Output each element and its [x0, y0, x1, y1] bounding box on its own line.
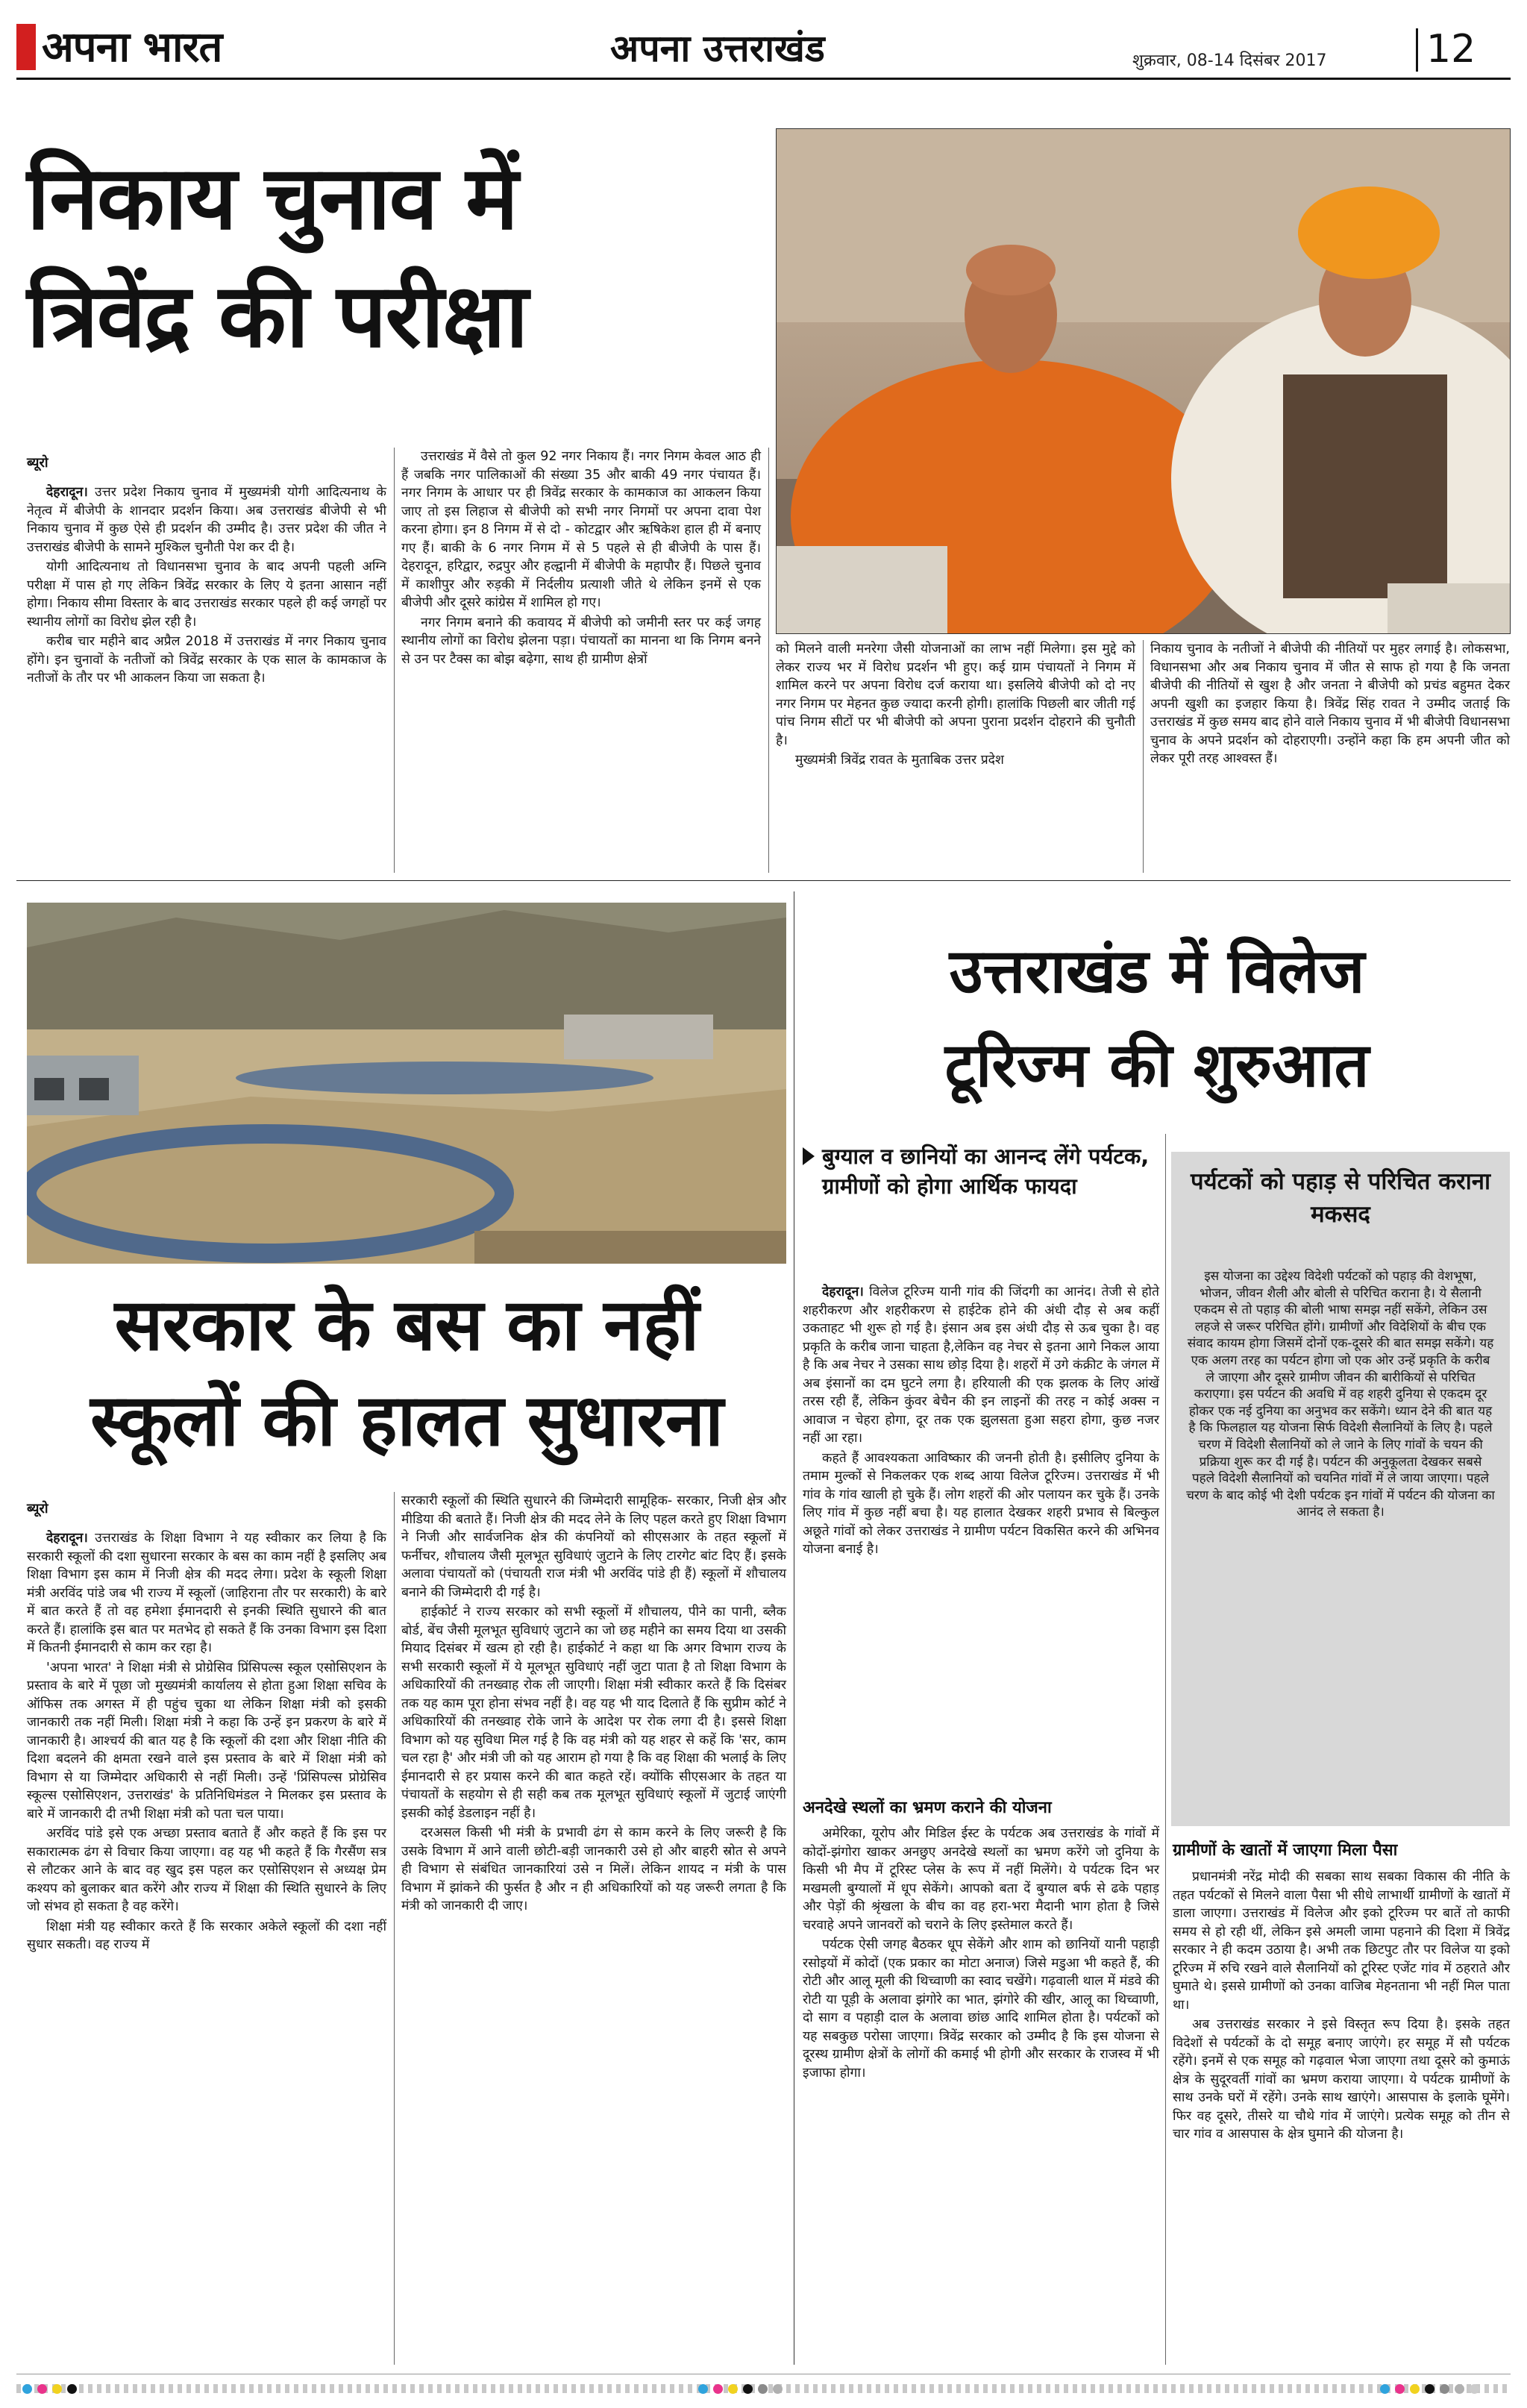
page-divider [1416, 28, 1418, 72]
color-dot-gray [1455, 2384, 1464, 2394]
story3-col2b-p1: प्रधानमंत्री नरेंद्र मोदी की सबका साथ सबका विकास की नीति के तहत पर्यटकों से मिलने वाला पैसा भी सीधे लाभार्थी ग्रामीणों के खातों में डाला जाएगा। उत्तराखंड में विलेज और इको टूरिज्म पर बातें तो काफी समय से हो रही थीं, लेकिन इसे अमली जामा पहनाने की दिशा में त्रिवेंद्र सरकार ने ही कदम उठाया है। अभी तक छिटपुट तौर पर विलेज या इको टूरिज्म में रुचि रखने वाले सैलानियों को टूरिस्ट एजेंट गांव में ठहराते और घुमाते थे। इससे ग्रामीणों को उनका वाजिब मेहनताना भी नहीं मिल पाता था। [1173, 1869, 1510, 2013]
story1-headline-line1: निकाय चुनाव में [27, 146, 517, 249]
color-dot-gray [758, 2384, 768, 2394]
story1-col2-p1: उत्तराखंड में वैसे तो कुल 92 नगर निकाय हैं। नगर निगम केवल आठ ही हैं जबकि नगर पालिकाओं की संख्या 35 और बाकी 49 नगर पंचायत हैं। नगर निगम के आधार पर ही त्रिवेंद्र सरकार के कामकाज का आकलन किया जाए तो इस लिहाज से बीजेपी को सभी नगर निगमों पर अपना दावा पेश करना होगा। इन 8 निगम में से दो - कोटद्वार और ऋषिकेश हाल ही में बनाए गए हैं। बाकी के 6 नगर निगम में से 5 पहले से ही बीजेपी के पास हैं। देहरादून, हरिद्वार, रुद्रपुर और हल्द्वानी में बीजेपी के महापौर हैं। पिछले चुनाव में काशीपुर और रुड़की में निर्दलीय प्रत्याशी जीते थे लेकिन इनमें से एक बीजेपी और दूसरे कांग्रेस में शामिल हो गए। [401, 449, 761, 610]
brand-red-bar [16, 24, 36, 70]
color-dot-cyan [698, 2384, 708, 2394]
triangle-bullet-icon [803, 1147, 815, 1165]
story2-col1-p1: देहरादून। उत्तराखंड के शिक्षा विभाग ने यह स्वीकार कर लिया है कि सरकारी स्कूलों की दशा सुधारना सरकार के बस का काम नहीं है इसलिए अब शिक्षा विभाग इस काम में निजी क्षेत्र की मदद लेगा। प्रदेश के स्कूली शिक्षा मंत्री अरविंद पांडे जब भी राज्य में स्कूलों (जाहिराना तौर पर सरकारी) के बारे में बात करते हैं तो वह हमेशा ईमानदारी से इनकी स्थिति सुधारने की बात करते हैं। हालांकि इस बात पर मतभेद हो सकते हैं कि उनका विभाग इस दिशा में कितनी ईमानदारी से काम कर रहा है। [27, 1531, 386, 1655]
story1-col1-p2: योगी आदित्यनाथ तो विधानसभा चुनाव के बाद अपनी पहली अग्नि परीक्षा में पास हो गए लेकिन त्रिवेंद्र सरकार के लिए ये इतना आसान नहीं होगा। निकाय सीमा विस्तार के बाद उत्तराखंड सरकार पहले ही कई जगहों पर स्थानीय लोगों का विरोध झेल रही है। [27, 559, 386, 630]
story1-col1-p3: करीब चार महीने बाद अप्रैल 2018 में उत्तराखंड में नगर निकाय चुनाव होंगे। इन चुनावों के नतीजों को त्रिवेंद्र सरकार के एक साल के कामकाज के नतीजों के तौर पर भी आकलन किया जा सकता है। [27, 634, 386, 686]
story1-col2-p2: नगर निगम बनाने की कवायद में बीजेपी को जमीनी स्तर पर कई जगह स्थानीय लोगों का विरोध झेलना पड़ा। पंचायतों का मानना था कि निगम बनने से उन पर टैक्स का बोझ बढ़ेगा, साथ ही ग्रामीण क्षेत्रों [401, 615, 761, 667]
story3-col2b-p2: अब उत्तराखंड सरकार ने इसे विस्तृत रूप दिया है। इसके तहत विदेशों से पर्यटकों के दो समूह बनाए जाएंगे। हर समूह में सौ पर्यटक रहेंगे। इनमें से एक समूह को गढ़वाल भेजा जाएगा तथा दूसरे को कुमाऊं क्षेत्र के सुदूरवर्ती गांवों का भ्रमण कराया जाएगा। ये पर्यटक ग्रामीणों के साथ उनके घरों में रहेंगे। उनके साथ खाएंगे। आसपास के इलाके घूमेंगे। फिर वह दूसरे, तीसरे या चौथे गांव में जाएंगे। प्रत्येक समूह को तीन से चार गांव व आसपास के क्षेत्र घुमाने की योजना है। [1173, 2017, 1510, 2142]
masthead [0, 0, 1527, 75]
story1-col1-p1: देहरादून। उत्तर प्रदेश निकाय चुनाव में मुख्यमंत्री योगी आदित्यनाथ के नेतृत्व में बीजेपी के शानदार प्रदर्शन किया। अब उत्तराखंड बीजेपी से भी निकाय चुनाव में कुछ ऐसे ही प्रदर्शन की उम्मीद है। उत्तर प्रदेश की जीत ने उत्तराखंड बीजेपी के सामने मुश्किल चुनौती पेश कर दी है। [27, 485, 386, 555]
story2-headline-line1: सरकार के बस का नहीं [114, 1283, 699, 1367]
story1-byline: ब्यूरो [27, 455, 48, 471]
story1-col3-p2: मुख्यमंत्री त्रिवेंद्र रावत के मुताबिक उत्तर प्रदेश [795, 753, 1004, 768]
issue-date: शुक्रवार, 08-14 दिसंबर 2017 [1132, 51, 1327, 70]
story3-headline-line1: उत्तराखंड में विलेज [949, 936, 1365, 1007]
story1-col4-p1: निकाय चुनाव के नतीजों ने बीजेपी की नीतियों पर मुहर लगाई है। लोकसभा, विधानसभा और अब निकाय चुनाव में जीत से साफ हो गया है कि जनता बीजेपी की नीतियों से खुश है और जनता ने बीजेपी को प्रचंड बहुमत देकर अपनी खुशी का इजहार किया है। त्रिवेंद्र सिंह रावत ने उम्मीद जताई कि उत्तराखंड में कुछ समय बाद होने वाले निकाय चुनाव में भी बीजेपी विधानसभा चुनाव के अपने प्रदर्शन को दोहराएगी। उन्होंने कहा कि हम अपनी जीत को लेकर पूरी तरह आश्वस्त हैं। [1150, 642, 1510, 766]
story1-col-rule-2 [768, 448, 769, 873]
story2-col1 [27, 1529, 386, 1956]
color-dot-gray [1440, 2384, 1449, 2394]
story1-col2 [401, 448, 761, 670]
color-dot-magenta [1395, 2384, 1405, 2394]
info-box-text: इस योजना का उद्देश्य विदेशी पर्यटकों को पहाड़ की वेशभूषा, भोजन, जीवन शैली और बोली से परिचित कराना है। ये सैलानी एकदम से तो पहाड़ की बोली भाषा समझ नहीं सकेंगे, लेकिन उस लहजे से जरूर परिचित होंगे। ग्रामीणों और विदेशियों के बीच एक संवाद कायम होगा जिसमें दोनों एक-दूसरे की बात समझ सकेंगे। यह एक अलग तरह का पर्यटन होगा जो एक ओर उन्हें प्रकृति के करीब ले जाएगा और दूसरे ग्रामीण जीवन की बारीकियों से परिचित कराएगा। इस पर्यटन की अवधि में वह शहरी दुनिया से एकदम दूर होकर एक नई दुनिया का अनुभव कर सकेंगे। ध्यान देने की बात यह है कि फिलहाल यह योजना सिर्फ विदेशी सैलानियों के लिए है। पहले चरण में विदेशी सैलानियों को ले जाने के लिए गांवों के चयन की प्रक्रिया शुरू कर दी गई है। पर्यटन की अनुकूलता देखकर सबसे पहले विदेशी सैलानियों को चयनित गांवों में ले जाया जाएगा। पहले चरण के बाद कोई भी देशी पर्यटक इन गांवों में पर्यटन की योजना का आनंद ले सकता है। [1186, 1269, 1495, 1520]
color-dot-black [743, 2384, 753, 2394]
color-dot-black [67, 2384, 77, 2394]
story1-col-rule-3 [1143, 640, 1144, 873]
color-dot-gray [1470, 2384, 1479, 2394]
story3-subhead-1: अनदेखे स्थलों का भ्रमण कराने की योजना [803, 1799, 1052, 1817]
school-photo-svg [27, 903, 786, 1264]
story3-col1b-p1: अमेरिका, यूरोप और मिडिल ईस्ट के पर्यटक अब उत्तराखंड के गांवों में कोदों-झंगोरा खाकर अनछुए अनदेखे स्थलों का भ्रमण करेंगे जो दुनिया के किसी भी मैप में टूरिस्ट प्लेस के रूप में नहीं मिलेंगे। ये पर्यटक दिन भर मखमली बुग्यालों में धूप सेकेंगे। आपको बता दें बुग्याल बर्फ से ढके पहाड़ और पेड़ों की श्रृंखला के बीच का वह हरा-भरा मैदानी भाग होता है जिसे चरवाहे अपने जानवरों को चराने के लिए इस्तेमाल करते हैं। [803, 1826, 1159, 1933]
page-number: 12 [1426, 27, 1476, 72]
story3-subhead-2: ग्रामीणों के खातों में जाएगा मिला पैसा [1173, 1841, 1398, 1860]
story1-col3 [776, 640, 1135, 771]
section-title: अपना उत्तराखंड [610, 27, 825, 70]
story2-col1-p2: 'अपना भारत' ने शिक्षा मंत्री से प्रोग्रेसिव प्रिंसिपल्स स्कूल एसोसिएशन के प्रस्ताव के बारे में पूछा जो मुख्यमंत्री कार्यालय से होता हुआ शिक्षा सचिव के ऑफिस तक अगस्त में ही पहुंच चुका था लेकिन शिक्षा मंत्री को इसकी जानकारी तक नहीं मिली। शिक्षा मंत्री ने कहा कि उन्हें इन प्रकरण के बारे में जानकारी है। आश्चर्य की बात यह है कि स्कूलों की दशा और शिक्षा नीति की दिशा बदलने की क्षमता रखने वाले इस प्रस्ताव के बारे में शिक्षा मंत्री को विभाग से या जिम्मेदार अधिकारी से नहीं मिली। उन्हें 'प्रिंसिपल्स प्रोग्रेसिव स्कूल्स एसोसिएशन, उत्तराखंड' के प्रतिनिधिमंडल ने मिलकर इस प्रस्ताव के बारे में जानकारी दी तभी शिक्षा मंत्री को पता चल पाया। [27, 1660, 386, 1822]
story3-kicker [803, 1141, 1153, 1201]
color-dot-magenta [37, 2384, 47, 2394]
story2-col2 [401, 1492, 786, 1917]
story1-col4 [1150, 640, 1510, 770]
story3-col1b-p2: पर्यटक ऐसी जगह बैठकर धूप सेकेंगे और शाम को छानियों यानी पहाड़ी रसोइयों में कोदों (एक प्रकार का मोटा अनाज) जिसे मडुआ भी कहते हैं, की रोटी और आलू मूली की थिच्वाणी का स्वाद चखेंगे। गढ़वाली थाल में मंडवे की रोटी या पूड़ी के अलावा झंगोरे का भात, झंगोरे की खीर, आलू का थिच्वाणी, दो साग व पहाड़ी दाल के अलावा छांछ आदि शामिल होता है। पर्यटकों को यह सबकुछ परोसा जाएगा। त्रिवेंद्र सरकार को उम्मीद है कि इस योजना से दूरस्थ ग्रामीण क्षेत्रों के लोगों की कमाई भी होगी और सरकार के राजस्व में भी इजाफा होगा। [803, 1937, 1159, 2081]
story2-byline: ब्यूरो [27, 1501, 48, 1517]
color-dot-black [1425, 2384, 1434, 2394]
story3-col2b [1173, 1868, 1510, 2145]
story2-photo-school [27, 903, 786, 1264]
story3-col1-p2: कहते हैं आवश्यकता आविष्कार की जननी होती है। इसीलिए दुनिया के तमाम मुल्कों से निकलकर एक शब्द आया विलेज टूरिज्म। उत्तराखंड में भी गांव के गांव खाली हो चुके हैं। लोग शहरों की ओर पलायन कर चुके हैं। उनके लिए गांव में कुछ नहीं बचा है। यह हालात देखकर शहरी प्रभाव से बिल्कुल अछूते गांवों को लेकर उत्तराखंड ने ग्रामीण पर्यटन विकसित करने की अभिनव योजना बनाई है। [803, 1450, 1159, 1557]
story2-col2-p1: सरकारी स्कूलों की स्थिति सुधारने की जिम्मेदारी सामूहिक- सरकार, निजी क्षेत्र और मीडिया की बताते हैं। निजी क्षेत्र की मदद लेने के लिए पहल करते हुए शिक्षा विभाग ने निजी और सार्वजनिक क्षेत्र की कंपनियों को सीएसआर के तहत स्कूलों में फर्नीचर, शौचालय जैसी मूलभूत सुविधाएं जुटाने के लिए टारगेट बांट दिए हैं। इसके अलावा पंचायतों को (पंचायती राज मंत्री भी अरविंद पांडे ही हैं) स्कूलों में शौचालय बनाने की जिम्मेदारी दी गई है। [401, 1493, 786, 1600]
brand-logo: अपना भारत [42, 22, 222, 72]
story1-headline [27, 139, 765, 374]
story3-headline [803, 925, 1511, 1113]
story3-headline-line2: टूरिज्म की शुरुआत [944, 1030, 1370, 1101]
story1-col-rule-1 [394, 448, 395, 873]
info-box-heading: पर्यटकों को पहाड़ से परिचित कराना मकसद [1191, 1168, 1490, 1228]
leaders-photo-svg [776, 128, 1511, 634]
story3-col1b [803, 1825, 1159, 2084]
color-dot-cyan [22, 2384, 32, 2394]
color-dot-cyan [1380, 2384, 1390, 2394]
story3-kicker-text: बुग्याल व छानियों का आनन्द लेंगे पर्यटक, ग्रामीणों को होगा आर्थिक फायदा [822, 1144, 1150, 1199]
story1-bottom-rule [16, 880, 1511, 881]
story1-col1 [27, 483, 386, 689]
story2-col1-p3: अरविंद पांडे इसे एक अच्छा प्रस्ताव बताते हैं और कहते हैं कि इस पर सकारात्मक ढंग से विचार किया जाएगा। वह यह भी कहते हैं कि गैरसैंण सत्र से लौटकर आने के बाद वह खुद इस पहल कर एसोसिएशन से अध्यक्ष प्रेम कश्यप को बुलाकर बात करेंगे और राज्य में शिक्षा की स्थिति सुधारने के लिए जो संभव हो सकता है वह करेंगे। [27, 1826, 386, 1914]
color-dot-gray [773, 2384, 783, 2394]
story3-col1 [803, 1283, 1159, 1561]
story1-photo-leaders [776, 128, 1511, 634]
story2-headline-line2: स्कूलों की हालत सुधारना [90, 1379, 723, 1462]
story1-headline-line2: त्रिवेंद्र की परीक्षा [27, 264, 527, 367]
story3-col-rule [1165, 1134, 1166, 2365]
footer-color-dots-right [1380, 2384, 1479, 2394]
color-dot-yellow [1410, 2384, 1420, 2394]
story2-headline [27, 1277, 786, 1468]
story3-info-box [1171, 1152, 1510, 1826]
footer-color-dots-left [22, 2384, 77, 2394]
masthead-rule [16, 78, 1511, 80]
story3-col1-p1: देहरादून। विलेज टूरिज्म यानी गांव की जिंदगी का आनंद। तेजी से होते शहरीकरण और शहरीकरण से हाईटेक होने की अंधी दौड़ से अब कहीं उकताहट भी शुरू हो गई है। इंसान अब इस अंधी दौड़ से ऊब चुका है। वह प्रकृति के करीब जाना चाहता है,लेकिन वह नेचर से इतना आगे निकल आया है कि अब नेचर ने उसका साथ छोड़ दिया है। शहरों में उगे कंक्रीट के जंगल में अब इंसानों का दम घुटने लगा है। हरियाली की एक झलक के लिए आंखें तरस रही हैं, लेकिन कुंवर बेचैन की इन लाइनों की तरह न कोई अक्स न आवाज न चेहरा होगा, दूर तक एक झुलसता हुआ सहरा होगा, कुछ नजर नहीं आ रहा। [803, 1285, 1159, 1446]
color-dot-yellow [728, 2384, 738, 2394]
story2-col2-p2: हाईकोर्ट ने राज्य सरकार को सभी स्कूलों में शौचालय, पीने का पानी, ब्लैक बोर्ड, बेंच जैसी मूलभूत सुविधाएं जुटाने का जो छह महीने का समय दिया था उसकी मियाद दिसंबर में खत्म हो रही है। हाईकोर्ट ने कहा था कि अगर विभाग राज्य के सभी सरकारी स्कूलों में ये मूलभूत सुविधाएं नहीं जुटा पाता है तो शिक्षा विभाग के अधिकारियों की तनख्वाह रोक ली जाएगी। शिक्षा मंत्री स्वीकार करते हैं कि दिसंबर तक यह काम पूरा होना संभव नहीं है। वह यह भी याद दिलाते हैं कि सुप्रीम कोर्ट ने अधिकारियों की तनख्वाह रोके जाने के आदेश पर रोक लगा दी है। इससे शिक्षा विभाग को यह सुविधा मिल गई है कि वह मंत्री को यह शहर से कहें कि 'सर, काम चल रहा है' और मंत्री जी को यह आराम हो गया है कि वह शिक्षा की भलाई के लिए ईमानदारी से हर प्रयास करने की बात कहते रहें। क्योंकि सीएसआर के तहत या पंचायतों के सहयोग से ही सही कब तक मूलभूत सुविधाएं स्कूलों में जुटाई जाएंगी इसकी कोई डेडलाइन नहीं है। [401, 1605, 786, 1821]
story2-col2-p3: दरअसल किसी भी मंत्री के प्रभावी ढंग से काम करने के लिए जरूरी है कि उसके विभाग में आने वाली छोटी-बड़ी जानकारी उसे हो और बाहरी स्रोत से अपने ही विभाग से संबंधित जानकारियां उसे न मिलें। लेकिन शायद न मंत्री के पास विभाग में झांकने की फुर्सत है और न ही अधिकारियों को यह जरूरी लगता है कि मंत्री को जानकारी दी जाए। [401, 1825, 786, 1913]
color-dot-yellow [52, 2384, 62, 2394]
story2-col-rule [394, 1492, 395, 2365]
story2-col1-p4: शिक्षा मंत्री यह स्वीकार करते हैं कि सरकार अकेले स्कूलों की दशा नहीं सुधार सकती। वह राज्य में [27, 1919, 386, 1952]
footer-color-dots-center [698, 2384, 783, 2394]
color-dot-magenta [713, 2384, 723, 2394]
story1-col3-p1: को मिलने वाली मनरेगा जैसी योजनाओं का लाभ नहीं मिलेगा। इस मुद्दे को लेकर राज्य भर में विरोध प्रदर्शन भी हुए। कई ग्राम पंचायतों ने निगम में शामिल करने पर अपना विरोध दर्ज कराया था। इसलिये बीजेपी को दो नए नगर निगम पर मेहनत कुछ ज्यादा करनी होगी। हालांकि पिछली बार जीती गई पांच निगम सीटों पर भी बीजेपी को अपना पुराना प्रदर्शन दोहराने की चुनौती है। [776, 642, 1135, 748]
